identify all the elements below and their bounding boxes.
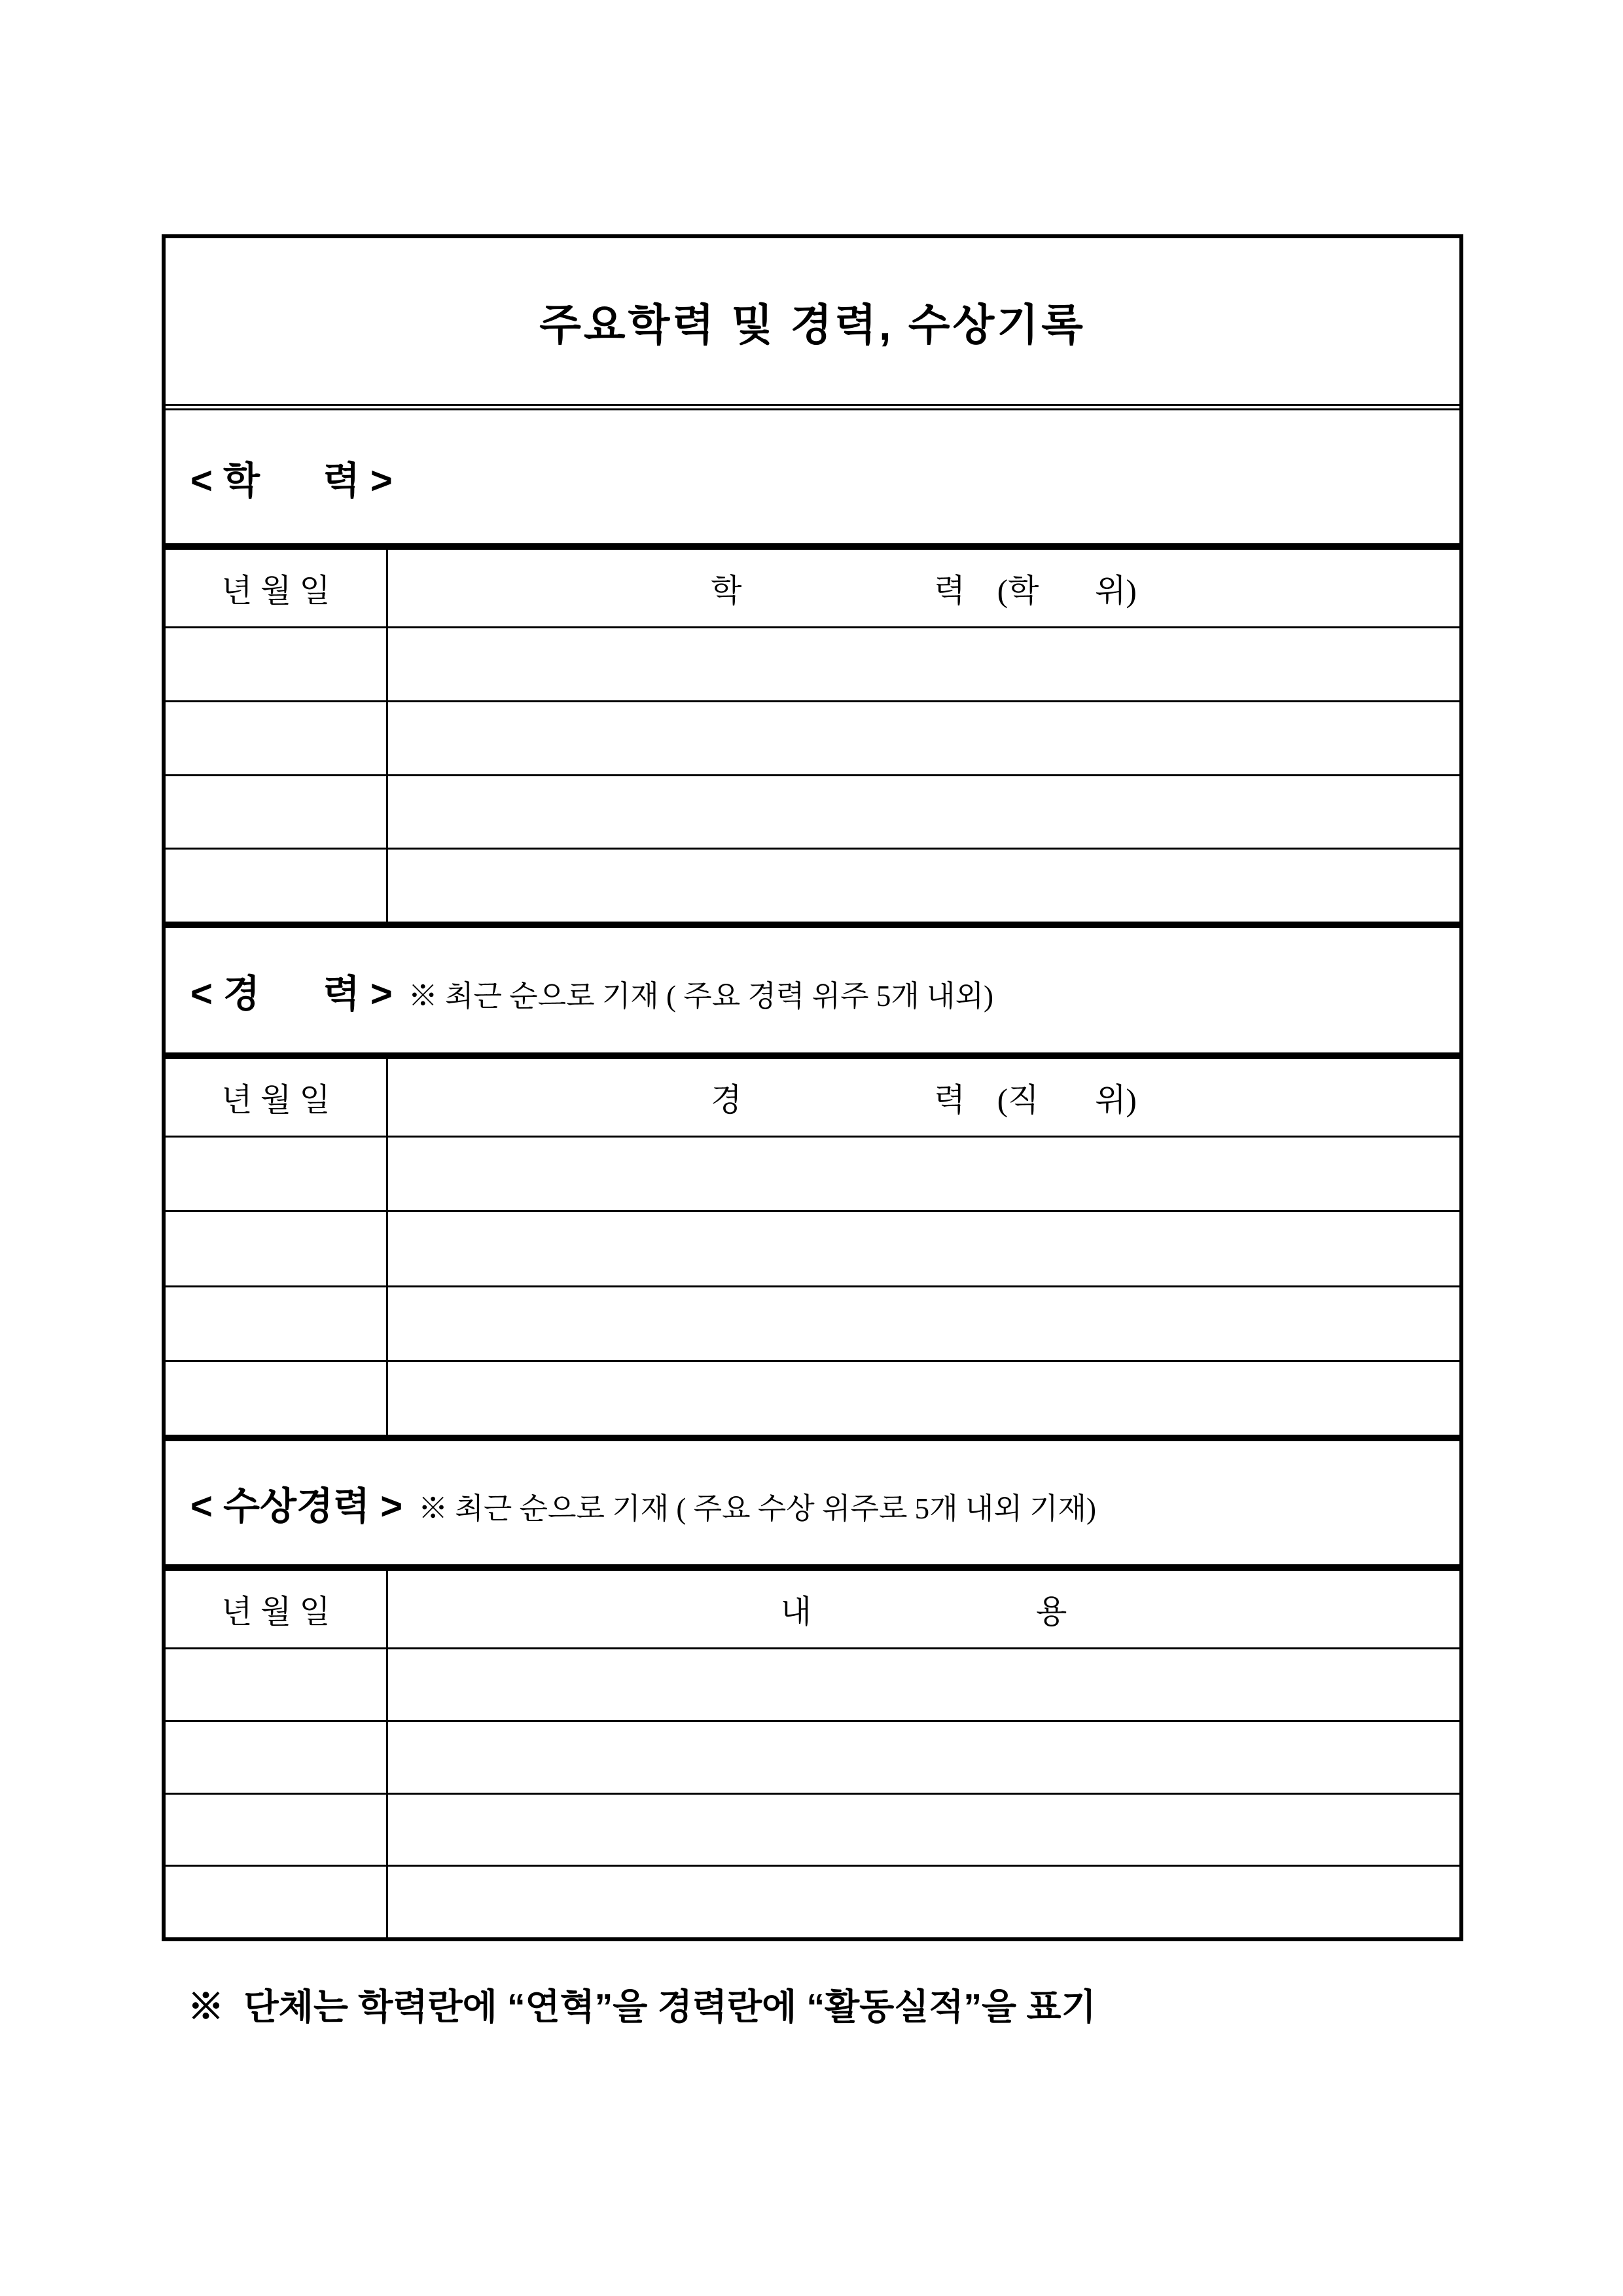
career-header-row [166,1059,1459,1136]
date-cell-empty [166,628,388,700]
content-cell-empty [388,1722,1459,1793]
awards-col-header-content [388,1571,1459,1647]
table-row [166,626,1459,700]
content-cell-empty [388,850,1459,922]
awards-header-row [166,1571,1459,1647]
date-cell-empty [166,1722,388,1793]
table-row [166,1136,1459,1210]
content-cell-empty [388,1138,1459,1210]
page-title: 주요학력 및 경력, 수상기록 [539,300,1086,349]
content-cell-empty [388,1867,1459,1937]
date-cell-empty [166,1138,388,1210]
education-header-row [166,550,1459,626]
content-cell-empty [388,1287,1459,1360]
content-cell-empty [388,1362,1459,1435]
table-row [166,1720,1459,1793]
date-cell-empty [166,1362,388,1435]
career-section-note: ※ 최근 순으로 기재 ( 주요 경력 위주 5개 내외) [408,979,993,1013]
table-row [166,1285,1459,1360]
awards-content-header-text: 내 용 [780,1593,1067,1630]
education-col-header-date [166,550,388,626]
date-cell-empty [166,1795,388,1865]
content-cell-empty [388,1795,1459,1865]
awards-col-header-date [166,1571,388,1647]
education-table [166,550,1459,922]
career-section-label: < 경 력 > [190,973,393,1015]
section-header-education [166,410,1459,550]
table-row [166,774,1459,848]
table-row [166,1647,1459,1720]
title-cell [166,238,1459,410]
awards-date-header-text: 년 월 일 [221,1593,330,1630]
date-cell-empty [166,702,388,774]
career-col-header-date [166,1059,388,1136]
table-row [166,1210,1459,1285]
footer-remark: ※ 단체는 학력란에 “연혁”을 경력란에 “활동실적”을 표기 [188,1986,1096,2027]
education-col-header-content [388,550,1459,626]
date-cell-empty [166,850,388,922]
content-cell-empty [388,628,1459,700]
date-cell-empty [166,776,388,848]
career-table [166,1059,1459,1435]
date-cell-empty [166,1212,388,1285]
date-cell-empty [166,1867,388,1937]
education-content-header-text: 학 력 (학 위) [711,572,1137,609]
content-cell-empty [388,1212,1459,1285]
awards-table [166,1571,1459,1937]
table-row [166,1793,1459,1865]
education-section-label: < 학 력 > [190,459,393,502]
table-row [166,700,1459,774]
awards-section-label: < 수상경력 > [190,1485,403,1528]
content-cell-empty [388,1649,1459,1720]
career-content-header-text: 경 력 (직 위) [711,1081,1137,1118]
table-row [166,848,1459,922]
career-date-header-text: 년 월 일 [221,1081,330,1118]
date-cell-empty [166,1649,388,1720]
date-cell-empty [166,1287,388,1360]
section-header-awards [166,1435,1459,1571]
career-col-header-content [388,1059,1459,1136]
awards-section-note: ※ 최근 순으로 기재 ( 주요 수상 위주로 5개 내외 기재) [418,1492,1096,1525]
education-date-header-text: 년 월 일 [221,572,330,609]
content-cell-empty [388,702,1459,774]
table-row [166,1360,1459,1435]
table-row [166,1865,1459,1937]
record-form-table [162,234,1463,1941]
section-header-career [166,922,1459,1059]
content-cell-empty [388,776,1459,848]
